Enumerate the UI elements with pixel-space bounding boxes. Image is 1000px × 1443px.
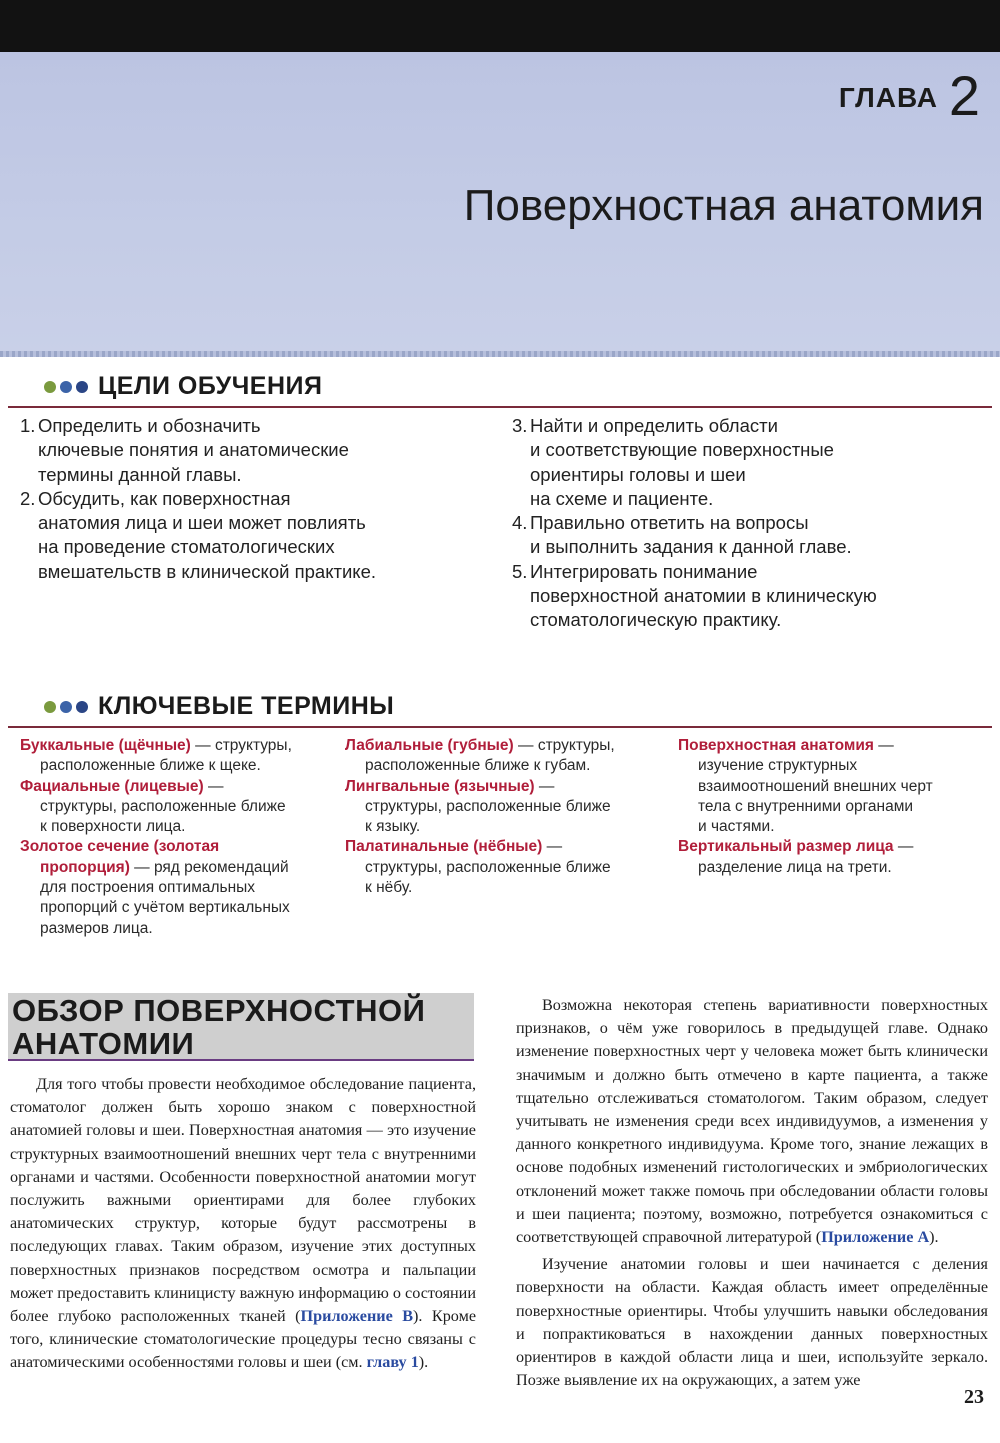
key-term: Лабиальные (губные) — структуры, расположенные ближе к губам.	[345, 737, 615, 775]
appendix-b-link[interactable]: Приложение В	[300, 1307, 414, 1326]
key-term: Поверхностная анатомия — изучение структурных взаимоотношений внешних черт тела с внутренними органами и частями.	[678, 737, 933, 836]
objective-item: 4. Правильно ответить на вопросы и выполнить задания к данной главе.	[512, 512, 852, 558]
objective-item: 5. Интегрировать понимание поверхностной анатомии в клиническую стоматологическую практику.	[512, 560, 877, 631]
page-number: 23	[964, 1386, 984, 1408]
objectives-right-column	[512, 414, 877, 633]
key-term: Вертикальный размер лица — разделение лица на трети.	[678, 838, 914, 876]
key-terms-title: КЛЮЧЕВЫЕ ТЕРМИНЫ	[98, 692, 395, 720]
bullet-dots-icon	[44, 701, 88, 713]
key-terms-header	[44, 692, 394, 721]
key-term: Буккальные (щёчные) — структуры, расположенные ближе к щеке.	[20, 737, 292, 775]
objectives-left-column	[20, 414, 376, 584]
key-term: Золотое сечение (золотая пропорция) — ряд рекомендаций для построения оптимальных пропорций с учётом вертикальных размеров лица.	[20, 838, 290, 937]
chapter-1-link[interactable]: главу 1	[366, 1353, 419, 1372]
top-dark-bar	[0, 0, 1000, 52]
banner-edge	[0, 351, 1000, 357]
key-term: Фациальные (лицевые) — структуры, расположенные ближе к поверхности лица.	[20, 777, 286, 836]
body-paragraph: Возможна некоторая степень вариативности поверхностных признаков, о чём уже говорилось в предыдущей главе. Однако изменение поверхностных черт у человека может быть клинически значимым и должно быть отмечено в карте пациента, а также тщательно отслеживаться стоматологом. Таким образом, следует учитывать не изменения среди всех индивидуумов, а изменения у данного конкретного индивидуума. Кроме того, знание лежащих в основе подобных изменений гистологических и эмбриологических отклонений может также помочь при обследовании области головы и шеи пациента; поэтому, возможно, потребуется ознакомиться с соответствующей справочной литературой (Приложение А).	[516, 996, 988, 1247]
objective-item: 2. Обсудить, как поверхностная анатомия лица и шеи может повлиять на проведение стоматологических вмешательств в клинической практике.	[20, 487, 377, 582]
body-paragraph: Для того чтобы провести необходимое обследование пациента, стоматолог должен быть хорошо знаком с поверхностной анатомией головы и шеи. Поверхностная анатомия — это изучение структурных взаимоотношений внешних черт тела с внутренними органами и частями. Особенности поверхностной анатомии могут послужить важными ориентирами для более глубоких анатомических структур, которые будут рассмотрены в последующих главах. Таким образом, изучение этих доступных поверхностных признаков посредством осмотра и пальпации может предоставить клиницисту важную информацию о состоянии более глубоко расположенных тканей (Приложение В). Кроме того, клинические стоматологические процедуры тесно связаны с анатомическими особенностями головы и шеи (см. главу 1).	[10, 1075, 477, 1372]
bullet-dots-icon	[44, 381, 88, 393]
key-term: Палатинальные (нёбные) — структуры, расположенные ближе к нёбу.	[345, 838, 611, 897]
key-term: Лингвальные (язычные) — структуры, расположенные ближе к языку.	[345, 777, 611, 836]
body-right-column	[516, 994, 988, 1392]
objective-item: 3. Найти и определить области и соответствующие поверхностные ориентиры головы и шеи на схеме и пациенте.	[512, 415, 834, 509]
key-terms-col-3	[678, 736, 993, 878]
key-terms-col-1	[20, 736, 335, 939]
appendix-a-link[interactable]: Приложение А	[821, 1228, 930, 1247]
objectives-header	[44, 372, 322, 401]
overview-heading: ОБЗОР ПОВЕРХНОСТНОЙ АНАТОМИИ	[12, 993, 426, 1061]
chapter-label: ГЛАВА	[838, 82, 938, 113]
objective-item: 1. Определить и обозначить ключевые понятия и анатомические термины данной главы.	[20, 415, 349, 485]
chapter-number: 2	[948, 64, 980, 127]
objectives-title: ЦЕЛИ ОБУЧЕНИЯ	[98, 372, 323, 400]
body-left-column	[10, 1073, 476, 1375]
body-paragraph: Изучение анатомии головы и шеи начинается с деления поверхности на области. Каждая область имеет определённые поверхностные ориентиры. Чтобы улучшить навыки обследования и попрактиковаться в нахождении данных поверхностных ориентиров в каждой области лица и шеи, используйте зеркало. Позже выявление их на окружающих, а затем уже	[516, 1255, 988, 1390]
key-terms-rule	[8, 726, 992, 728]
objectives-rule	[8, 406, 992, 408]
key-terms-col-2	[345, 736, 665, 898]
chapter-title: Поверхностная анатомия	[463, 181, 984, 230]
